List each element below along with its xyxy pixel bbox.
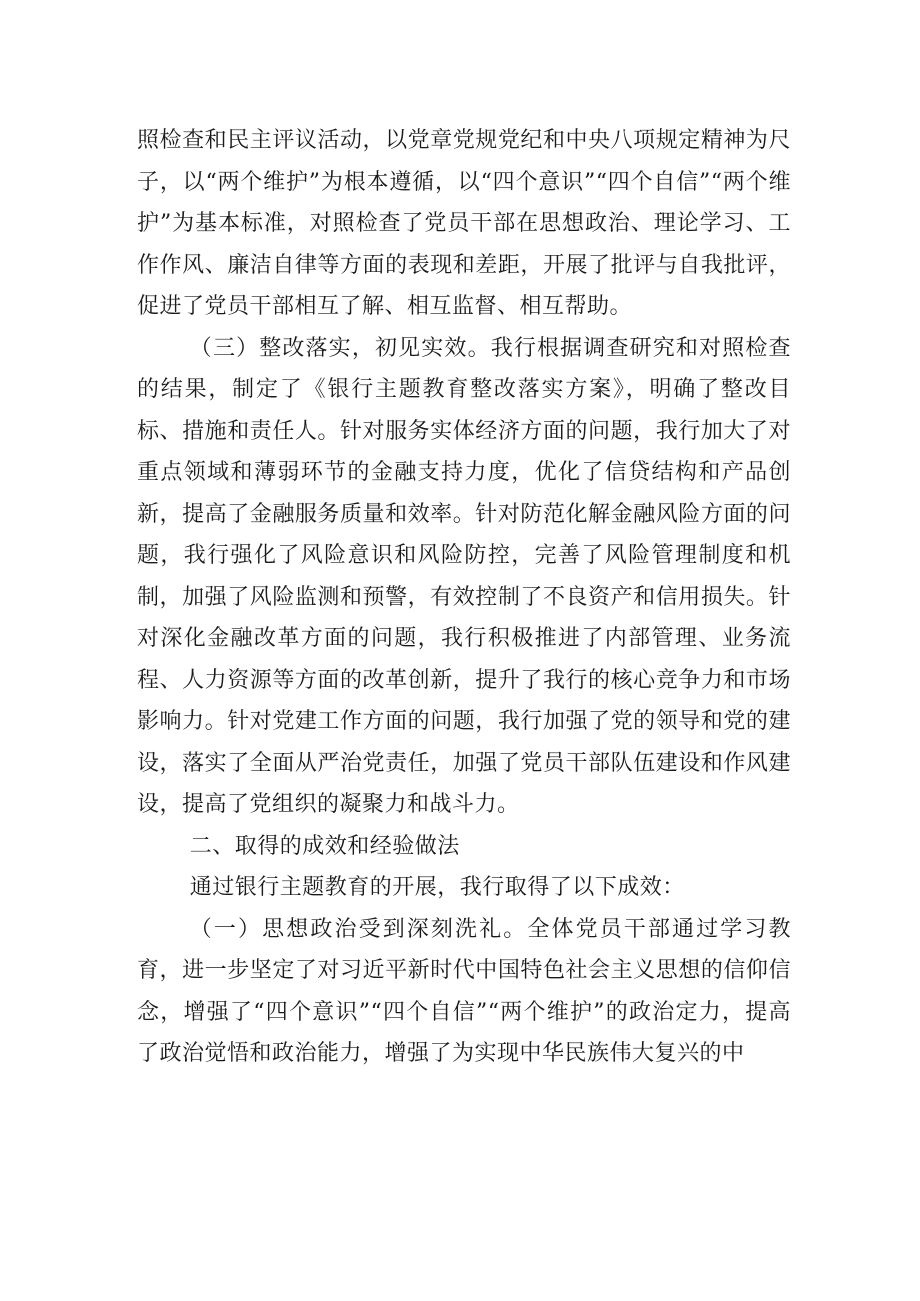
paragraph-ideology: （一）思想政治受到深刻洗礼。全体党员干部通过学习教育，进一步坚定了对习近平新时代中国特色社会主义思想的信仰信念，增强了“四个意识”“四个自信”“两个维护”的政治定力，提高了政治觉悟和政治能力，增强了为实现中华民族伟大复兴的中: [137, 916, 791, 1066]
document-body: [137, 120, 791, 1075]
paragraph-continuation: 照检查和民主评议活动，以党章党规党纪和中央八项规定精神为尺子，以“两个维护”为根本遵循，以“四个意识”“四个自信”“两个维护”为基本标准，对照检查了党员干部在思想政治、理论学习、工作作风、廉洁自律等方面的表现和差距，开展了批评与自我批评，促进了党员干部相互了解、相互监督、相互帮助。: [137, 128, 791, 319]
paragraph-intro: 通过银行主题教育的开展，我行取得了以下成效：: [189, 875, 685, 900]
section-heading-achievements: 二、取得的成效和经验做法: [189, 833, 460, 859]
paragraph-rectification: （三）整改落实，初见实效。我行根据调查研究和对照检查的结果，制定了《银行主题教育整改落实方案》，明确了整改目标、措施和责任人。针对服务实体经济方面的问题，我行加大了对重点领域和薄弱环节的金融支持力度，优化了信贷结构和产品创新，提高了金融服务质量和效率。针对防范化解金融风险方面的问题，我行强化了风险意识和风险防控，完善了风险管理制度和机制，加强了风险监测和预警，有效控制了不良资产和信用损失。针对深化金融改革方面的问题，我行积极推进了内部管理、业务流程、人力资源等方面的改革创新，提升了我行的核心竞争力和市场影响力。针对党建工作方面的问题，我行加强了党的领导和党的建设，落实了全面从严治党责任，加强了党员干部队伍建设和作风建设，提高了党组织的凝聚力和战斗力。: [137, 335, 791, 817]
